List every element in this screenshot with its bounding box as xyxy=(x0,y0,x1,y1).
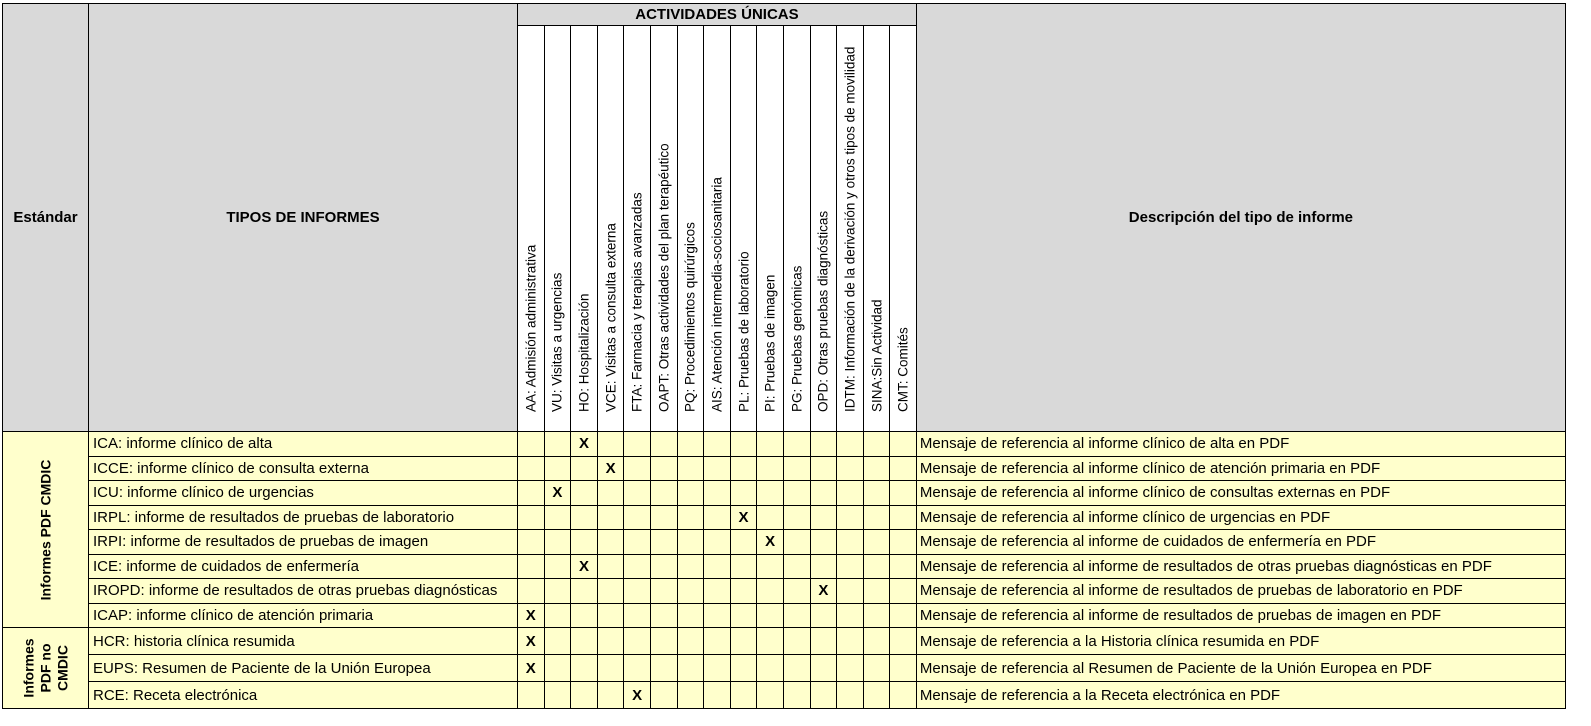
activity-mark-cell xyxy=(810,505,837,530)
activity-header-label: FTA: Farmacia y terapias avanzadas xyxy=(629,192,645,412)
report-type-cell: HCR: historia clínica resumida xyxy=(89,628,518,655)
activity-mark-cell xyxy=(518,554,545,579)
activity-mark-cell xyxy=(890,628,917,655)
activity-mark-cell xyxy=(624,628,651,655)
standard-group-label: Informes PDF CMDIC xyxy=(37,459,53,600)
report-description-cell: Mensaje de referencia al informe de resultados de pruebas de imagen en PDF xyxy=(916,603,1565,628)
activity-header xyxy=(730,26,757,432)
activity-header xyxy=(837,26,864,432)
activity-mark-cell xyxy=(677,432,704,457)
activity-mark-cell xyxy=(863,655,890,682)
activity-header-label: PL: Pruebas de laboratorio xyxy=(736,251,752,412)
activity-mark-cell xyxy=(597,682,624,709)
activity-mark-cell xyxy=(863,554,890,579)
activity-header xyxy=(571,26,598,432)
activity-mark-cell xyxy=(597,481,624,506)
activity-mark-cell xyxy=(624,655,651,682)
activity-header xyxy=(757,26,784,432)
table-row xyxy=(3,628,1566,655)
activity-header-label: VU: Visitas a urgencias xyxy=(549,272,565,412)
activity-mark-cell xyxy=(650,682,677,709)
activity-mark-cell xyxy=(837,628,864,655)
activity-mark-cell xyxy=(544,603,571,628)
activity-mark-cell xyxy=(624,603,651,628)
activity-mark-cell xyxy=(783,481,810,506)
activity-mark-cell xyxy=(783,530,810,555)
report-type-cell: RCE: Receta electrónica xyxy=(89,682,518,709)
activity-mark-cell xyxy=(890,530,917,555)
activity-header xyxy=(810,26,837,432)
activity-mark-cell xyxy=(863,603,890,628)
activity-mark-cell xyxy=(544,505,571,530)
activity-mark-cell xyxy=(650,481,677,506)
table-row xyxy=(3,481,1566,506)
activity-mark-cell: X xyxy=(518,628,545,655)
activity-mark-cell xyxy=(544,579,571,604)
report-type-cell: IRPL: informe de resultados de pruebas de laboratorio xyxy=(89,505,518,530)
report-description-cell: Mensaje de referencia al informe clínico de atención primaria en PDF xyxy=(916,456,1565,481)
report-description-cell: Mensaje de referencia al informe clínico de consultas externas en PDF xyxy=(916,481,1565,506)
activity-mark-cell xyxy=(704,655,731,682)
activity-mark-cell xyxy=(837,579,864,604)
activity-mark-cell xyxy=(677,530,704,555)
activity-mark-cell xyxy=(650,554,677,579)
activity-mark-cell xyxy=(597,579,624,604)
activity-mark-cell xyxy=(783,628,810,655)
activity-mark-cell xyxy=(890,579,917,604)
activity-mark-cell xyxy=(624,505,651,530)
activity-header xyxy=(650,26,677,432)
activity-mark-cell xyxy=(757,603,784,628)
table-row xyxy=(3,456,1566,481)
standard-group-label xyxy=(20,638,71,697)
header-estandar: Estándar xyxy=(3,4,89,432)
activity-mark-cell xyxy=(730,603,757,628)
activity-mark-cell xyxy=(518,579,545,604)
activity-mark-cell xyxy=(837,603,864,628)
activity-header-label: PI: Pruebas de imagen xyxy=(762,274,778,412)
activity-mark-cell xyxy=(783,603,810,628)
activity-header-label: OAPT: Otras actividades del plan terapéutico xyxy=(656,143,672,412)
activity-mark-cell xyxy=(704,481,731,506)
activity-header-label: HO: Hospitalización xyxy=(576,293,592,412)
activity-mark-cell xyxy=(890,432,917,457)
report-type-cell: ICE: informe de cuidados de enfermería xyxy=(89,554,518,579)
activity-mark-cell xyxy=(863,530,890,555)
activity-mark-cell xyxy=(650,432,677,457)
activity-mark-cell xyxy=(571,530,598,555)
activity-mark-cell: X xyxy=(518,603,545,628)
activity-mark-cell xyxy=(837,505,864,530)
activity-mark-cell xyxy=(730,530,757,555)
activity-mark-cell xyxy=(677,579,704,604)
activity-mark-cell xyxy=(890,505,917,530)
report-description-cell: Mensaje de referencia a la Historia clínica resumida en PDF xyxy=(916,628,1565,655)
activity-mark-cell xyxy=(571,481,598,506)
activity-mark-cell xyxy=(571,579,598,604)
activity-header-label: VCE: Visitas a consulta externa xyxy=(603,223,619,412)
report-type-cell: ICA: informe clínico de alta xyxy=(89,432,518,457)
activity-mark-cell xyxy=(650,603,677,628)
activity-mark-cell xyxy=(624,554,651,579)
activity-mark-cell xyxy=(704,456,731,481)
activity-mark-cell xyxy=(677,456,704,481)
activity-mark-cell xyxy=(544,530,571,555)
activity-mark-cell xyxy=(837,682,864,709)
activity-header xyxy=(518,26,545,432)
activity-mark-cell xyxy=(704,682,731,709)
activity-mark-cell xyxy=(757,655,784,682)
activity-mark-cell xyxy=(810,481,837,506)
activity-mark-cell xyxy=(783,655,810,682)
activity-mark-cell xyxy=(544,432,571,457)
activity-mark-cell xyxy=(890,554,917,579)
activity-mark-cell xyxy=(757,682,784,709)
report-description-cell: Mensaje de referencia al informe clínico de alta en PDF xyxy=(916,432,1565,457)
report-type-cell: ICCE: informe clínico de consulta externa xyxy=(89,456,518,481)
standard-group-cell xyxy=(3,628,89,709)
activity-header xyxy=(597,26,624,432)
activity-mark-cell xyxy=(597,530,624,555)
activity-mark-cell xyxy=(597,628,624,655)
activity-mark-cell xyxy=(544,456,571,481)
activity-mark-cell xyxy=(650,655,677,682)
activity-mark-cell xyxy=(677,505,704,530)
activity-mark-cell xyxy=(863,682,890,709)
activity-mark-cell xyxy=(544,628,571,655)
activity-mark-cell xyxy=(544,554,571,579)
activity-mark-cell xyxy=(810,554,837,579)
activity-mark-cell xyxy=(571,655,598,682)
activity-mark-cell xyxy=(518,481,545,506)
report-description-cell: Mensaje de referencia al informe de cuidados de enfermería en PDF xyxy=(916,530,1565,555)
activity-mark-cell xyxy=(650,505,677,530)
activity-mark-cell xyxy=(597,505,624,530)
activity-mark-cell xyxy=(837,432,864,457)
activity-mark-cell xyxy=(544,655,571,682)
activity-header xyxy=(624,26,651,432)
activity-mark-cell xyxy=(837,481,864,506)
activity-header xyxy=(890,26,917,432)
activity-mark-cell xyxy=(810,603,837,628)
activity-mark-cell xyxy=(571,505,598,530)
standard-group-label-line: PDF no xyxy=(37,643,53,693)
activity-mark-cell xyxy=(863,481,890,506)
report-types-table xyxy=(2,3,1566,709)
activity-mark-cell xyxy=(677,628,704,655)
table-row xyxy=(3,603,1566,628)
activity-mark-cell: X xyxy=(757,530,784,555)
activity-mark-cell xyxy=(677,554,704,579)
activity-header-label: AA: Admisión administrativa xyxy=(523,244,539,412)
activity-mark-cell xyxy=(704,530,731,555)
activity-mark-cell: X xyxy=(730,505,757,530)
activity-mark-cell xyxy=(783,579,810,604)
activity-mark-cell xyxy=(863,456,890,481)
activity-mark-cell: X xyxy=(518,655,545,682)
activity-header xyxy=(863,26,890,432)
standard-group-cell xyxy=(3,432,89,628)
activity-mark-cell xyxy=(863,579,890,604)
activity-mark-cell xyxy=(650,530,677,555)
activity-mark-cell xyxy=(783,505,810,530)
activity-mark-cell xyxy=(757,481,784,506)
activity-mark-cell xyxy=(650,579,677,604)
activity-mark-cell xyxy=(757,579,784,604)
activity-mark-cell xyxy=(624,432,651,457)
report-description-cell: Mensaje de referencia al Resumen de Paciente de la Unión Europea en PDF xyxy=(916,655,1565,682)
activity-mark-cell xyxy=(677,682,704,709)
table-row xyxy=(3,530,1566,555)
activity-mark-cell xyxy=(890,481,917,506)
activity-mark-cell xyxy=(544,682,571,709)
activity-mark-cell xyxy=(624,481,651,506)
activity-mark-cell xyxy=(571,456,598,481)
report-description-cell: Mensaje de referencia al informe de resultados de pruebas de laboratorio en PDF xyxy=(916,579,1565,604)
report-type-cell: ICAP: informe clínico de atención primaria xyxy=(89,603,518,628)
activity-mark-cell: X xyxy=(571,432,598,457)
table-row xyxy=(3,655,1566,682)
activity-mark-cell xyxy=(704,554,731,579)
activity-mark-cell xyxy=(730,481,757,506)
activity-mark-cell xyxy=(704,432,731,457)
activity-mark-cell xyxy=(677,481,704,506)
activity-header-label: PQ: Procedimientos quirúrgicos xyxy=(682,222,698,412)
table-row xyxy=(3,579,1566,604)
activity-mark-cell xyxy=(597,554,624,579)
activity-mark-cell xyxy=(863,628,890,655)
activity-mark-cell xyxy=(730,628,757,655)
activity-mark-cell xyxy=(863,505,890,530)
activity-mark-cell xyxy=(810,655,837,682)
activity-mark-cell xyxy=(518,432,545,457)
activity-mark-cell xyxy=(624,456,651,481)
activity-header-label: IDTM: Información de la derivación y otros tipos de movilidad xyxy=(842,46,858,412)
activity-mark-cell xyxy=(730,655,757,682)
activity-mark-cell xyxy=(624,579,651,604)
header-tipos-informes: TIPOS DE INFORMES xyxy=(89,4,518,432)
activity-header-label: AIS: Atención intermedia-sociosanitaria xyxy=(709,177,725,412)
activity-mark-cell xyxy=(730,432,757,457)
activity-mark-cell xyxy=(837,456,864,481)
activity-mark-cell xyxy=(863,432,890,457)
activity-mark-cell xyxy=(730,456,757,481)
activity-mark-cell xyxy=(518,530,545,555)
activity-mark-cell xyxy=(571,628,598,655)
activity-mark-cell xyxy=(757,628,784,655)
activity-mark-cell: X xyxy=(544,481,571,506)
header-actividades-unicas: ACTIVIDADES ÚNICAS xyxy=(518,4,917,26)
activity-header xyxy=(783,26,810,432)
activity-mark-cell xyxy=(757,505,784,530)
activity-mark-cell xyxy=(597,655,624,682)
activity-mark-cell xyxy=(597,432,624,457)
activity-mark-cell xyxy=(837,554,864,579)
activity-mark-cell xyxy=(757,554,784,579)
activity-mark-cell xyxy=(837,655,864,682)
activity-mark-cell xyxy=(810,432,837,457)
activity-mark-cell xyxy=(597,603,624,628)
activity-mark-cell xyxy=(890,682,917,709)
activity-header-label: CMT: Comités xyxy=(895,327,911,412)
activity-mark-cell xyxy=(837,530,864,555)
activity-mark-cell xyxy=(518,456,545,481)
activity-mark-cell xyxy=(650,628,677,655)
header-descripcion: Descripción del tipo de informe xyxy=(916,4,1565,432)
report-type-cell: ICU: informe clínico de urgencias xyxy=(89,481,518,506)
activity-mark-cell xyxy=(571,603,598,628)
activity-mark-cell: X xyxy=(624,682,651,709)
activity-mark-cell xyxy=(518,505,545,530)
report-type-cell: IROPD: informe de resultados de otras pruebas diagnósticas xyxy=(89,579,518,604)
activity-header-label: SINA:Sin Actividad xyxy=(869,299,885,412)
activity-mark-cell xyxy=(518,682,545,709)
activity-header xyxy=(677,26,704,432)
table-row xyxy=(3,554,1566,579)
activity-mark-cell xyxy=(783,682,810,709)
activity-mark-cell: X xyxy=(810,579,837,604)
activity-mark-cell xyxy=(730,554,757,579)
activity-mark-cell xyxy=(704,505,731,530)
activity-mark-cell xyxy=(757,456,784,481)
activity-mark-cell xyxy=(704,628,731,655)
table-row xyxy=(3,682,1566,709)
standard-group-label-line: Informes xyxy=(20,638,36,698)
table-row xyxy=(3,505,1566,530)
report-description-cell: Mensaje de referencia al informe clínico de urgencias en PDF xyxy=(916,505,1565,530)
activity-mark-cell xyxy=(783,432,810,457)
activity-mark-cell xyxy=(730,682,757,709)
activity-mark-cell: X xyxy=(597,456,624,481)
activity-mark-cell xyxy=(890,655,917,682)
activity-mark-cell xyxy=(783,456,810,481)
activity-mark-cell xyxy=(810,682,837,709)
activity-mark-cell xyxy=(730,579,757,604)
activity-header-label: PG: Pruebas genómicas xyxy=(789,265,805,412)
report-type-cell: EUPS: Resumen de Paciente de la Unión Europea xyxy=(89,655,518,682)
report-type-cell: IRPI: informe de resultados de pruebas de imagen xyxy=(89,530,518,555)
activity-mark-cell xyxy=(677,655,704,682)
activity-mark-cell xyxy=(704,603,731,628)
activity-header xyxy=(704,26,731,432)
report-description-cell: Mensaje de referencia al informe de resultados de otras pruebas diagnósticas en PDF xyxy=(916,554,1565,579)
activity-mark-cell xyxy=(677,603,704,628)
table-row xyxy=(3,432,1566,457)
activity-mark-cell xyxy=(890,603,917,628)
activity-mark-cell xyxy=(704,579,731,604)
activity-mark-cell xyxy=(810,628,837,655)
activity-mark-cell xyxy=(571,682,598,709)
activity-mark-cell xyxy=(810,530,837,555)
standard-group-label-line: CMDIC xyxy=(54,645,70,691)
activity-mark-cell xyxy=(624,530,651,555)
report-description-cell: Mensaje de referencia a la Receta electrónica en PDF xyxy=(916,682,1565,709)
activity-mark-cell: X xyxy=(571,554,598,579)
activity-mark-cell xyxy=(810,456,837,481)
activity-mark-cell xyxy=(757,432,784,457)
activity-mark-cell xyxy=(783,554,810,579)
activity-mark-cell xyxy=(890,456,917,481)
activity-header xyxy=(544,26,571,432)
activity-mark-cell xyxy=(650,456,677,481)
activity-header-label: OPD: Otras pruebas diagnósticas xyxy=(815,210,831,412)
